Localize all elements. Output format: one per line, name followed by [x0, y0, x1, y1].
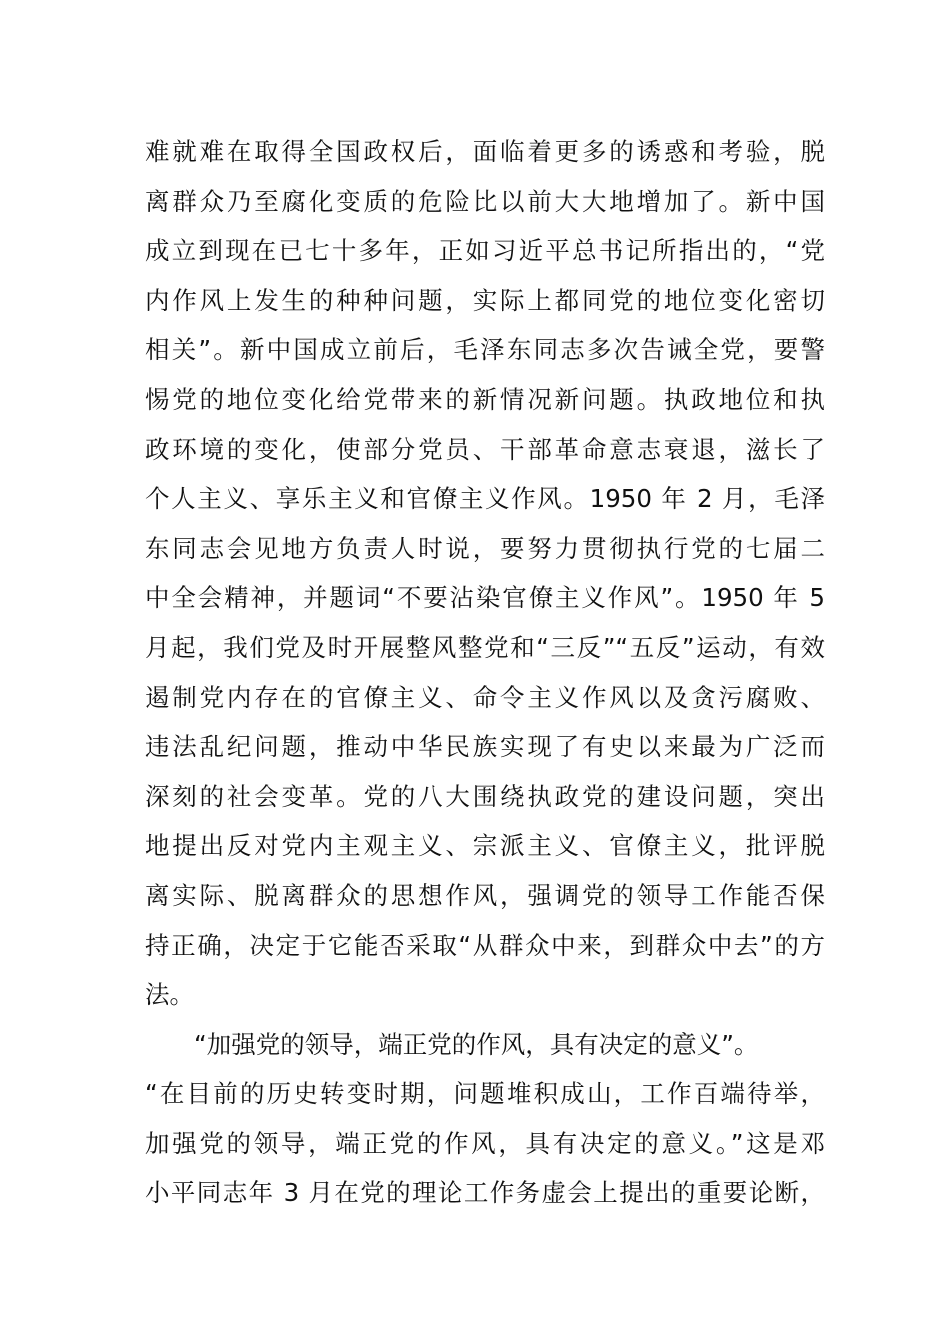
text-line: 深刻的社会变革。党的八大围绕执政党的建设问题，突出 [145, 781, 825, 811]
text-line: “加强党的领导，端正党的作风，具有决定的意义”。 [194, 1029, 759, 1059]
text-line: 中全会精神，并题词“不要沾染官僚主义作风”。1950 年 5 [145, 583, 825, 613]
text-line: 小平同志年 3 月在党的理论工作务虚会上提出的重要论断， [145, 1178, 825, 1208]
text-line: 东同志会见地方负责人时说，要努力贯彻执行党的七届二 [145, 533, 825, 563]
text-line: 个人主义、享乐主义和官僚主义作风。1950 年 2 月，毛泽 [145, 484, 825, 514]
text-line: 难就难在取得全国政权后，面临着更多的诱惑和考验，脱 [145, 137, 825, 166]
paragraph-1 [145, 127, 825, 1020]
text-line: 政环境的变化，使部分党员、干部革命意志衰退，滋长了 [145, 434, 825, 464]
text-line: 地提出反对党内主观主义、宗派主义、官僚主义，批评脱 [145, 831, 825, 861]
text-line: 法。 [145, 980, 194, 1010]
text-line: “在目前的历史转变时期，问题堆积成山，工作百端待举， [145, 1079, 825, 1109]
text-line: 加强党的领导，端正党的作风，具有决定的意义。”这是邓 [145, 1128, 825, 1158]
text-line: 成立到现在已七十多年，正如习近平总书记所指出的，“党 [145, 236, 825, 266]
text-line: 月起，我们党及时开展整风整党和“三反”“五反”运动，有效 [145, 632, 825, 662]
text-line: 遏制党内存在的官僚主义、命令主义作风以及贪污腐败、 [145, 682, 825, 712]
text-line: 相关”。新中国成立前后，毛泽东同志多次告诫全党，要警 [145, 335, 825, 365]
text-line: 惕党的地位变化给党带来的新情况新问题。执政地位和执 [145, 384, 825, 414]
paragraph-2 [145, 1020, 825, 1218]
text-line: 离群众乃至腐化变质的危险比以前大大地增加了。新中国 [145, 186, 825, 216]
text-line: 持正确，决定于它能否采取“从群众中来，到群众中去”的方 [145, 930, 825, 960]
text-line: 离实际、脱离群众的思想作风，强调党的领导工作能否保 [145, 880, 825, 910]
text-line: 内作风上发生的种种问题，实际上都同党的地位变化密切 [145, 285, 825, 315]
body-text [145, 127, 825, 1218]
text-line: 违法乱纪问题，推动中华民族实现了有史以来最为广泛而 [145, 732, 825, 762]
